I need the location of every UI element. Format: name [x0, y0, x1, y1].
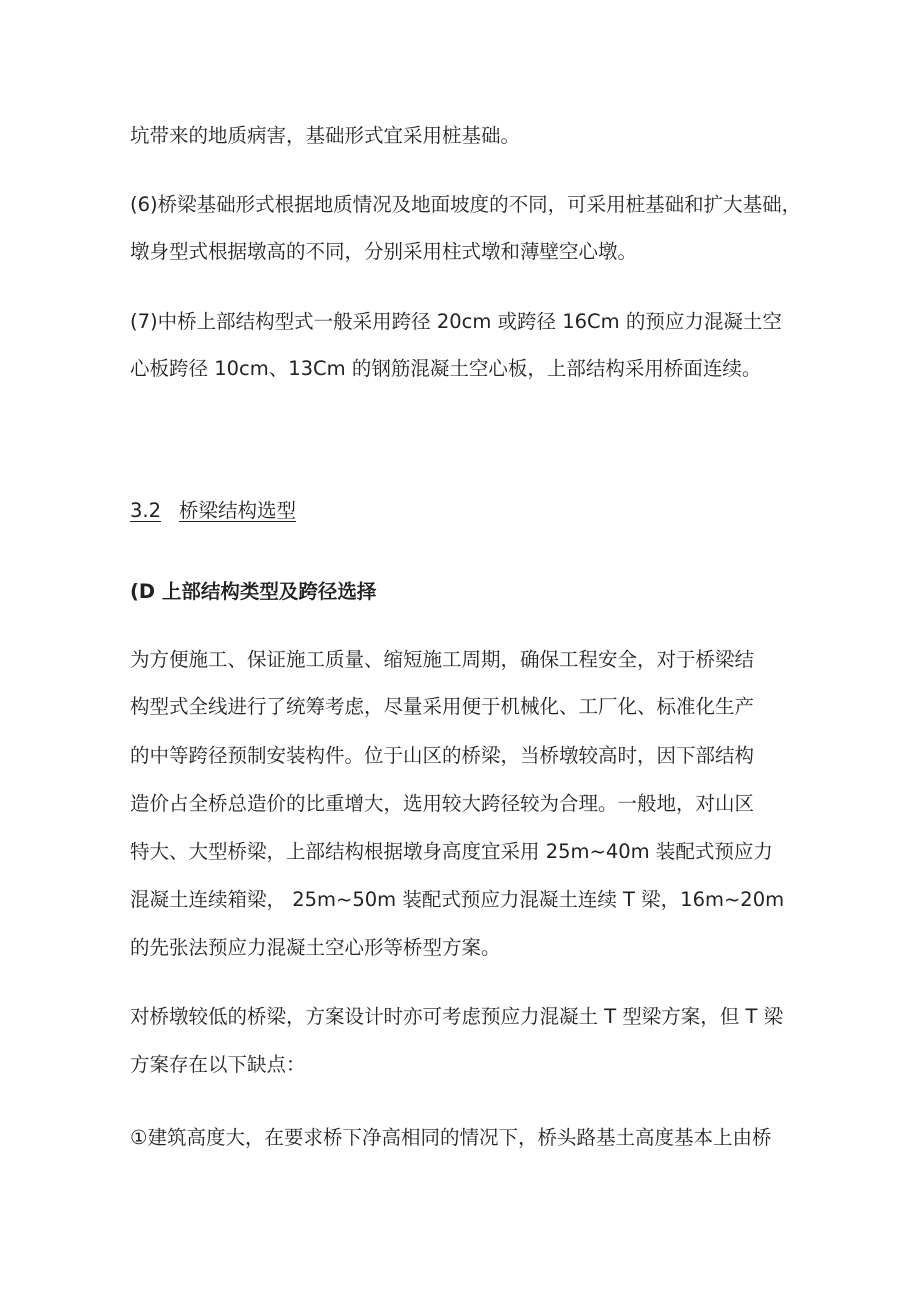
text-line: 心板跨径 10cm、13Cm 的钢筋混凝土空心板，上部结构采用桥面连续。: [130, 357, 762, 380]
text-line: 构型式全线进行了统筹考虑，尽量采用便于机械化、工厂化、标准化生产: [130, 695, 755, 718]
text-line: 造价占全桥总造价的比重增大，选用较大跨径较为合理。一般地，对山区: [130, 792, 755, 815]
section-title: 桥梁结构选型: [179, 499, 297, 522]
text-line: 墩身型式根据墩高的不同，分别采用柱式墩和薄壁空心墩。: [130, 240, 638, 263]
text-line: (7)中桥上部结构型式一般采用跨径 20cm 或跨径 16Cm 的预应力混凝土空: [130, 310, 782, 333]
section-number: 3.2: [130, 499, 162, 522]
text-line: 混凝土连续箱梁， 25m~50m 装配式预应力混凝土连续 T 梁，16m~20m: [130, 888, 785, 911]
text-line: 方案存在以下缺点：: [130, 1053, 306, 1076]
text-line: 的先张法预应力混凝土空心形等桥型方案。: [130, 936, 501, 959]
text-line: (6)桥梁基础形式根据地质情况及地面坡度的不同，可采用桩基础和扩大基础，: [130, 193, 802, 216]
text-line: 对桥墩较低的桥梁，方案设计时亦可考虑预应力混凝土 T 型梁方案，但 T 梁: [130, 1005, 784, 1028]
subheading: (D 上部结构类型及跨径选择: [130, 580, 377, 603]
text-line: 坑带来的地质病害，基础形式宜采用桩基础。: [130, 124, 521, 147]
text-line: ①建筑高度大，在要求桥下净高相同的情况下，桥头路基土高度基本上由桥: [130, 1126, 772, 1149]
text-line: 的中等跨径预制安装构件。位于山区的桥梁，当桥墩较高时，因下部结构: [130, 744, 755, 767]
section-heading: [130, 499, 296, 523]
text-line: 为方便施工、保证施工质量、缩短施工周期，确保工程安全，对于桥梁结: [130, 648, 755, 671]
text-line: 特大、大型桥梁，上部结构根据墩身高度宜采用 25m~40m 装配式预应力: [130, 840, 773, 863]
